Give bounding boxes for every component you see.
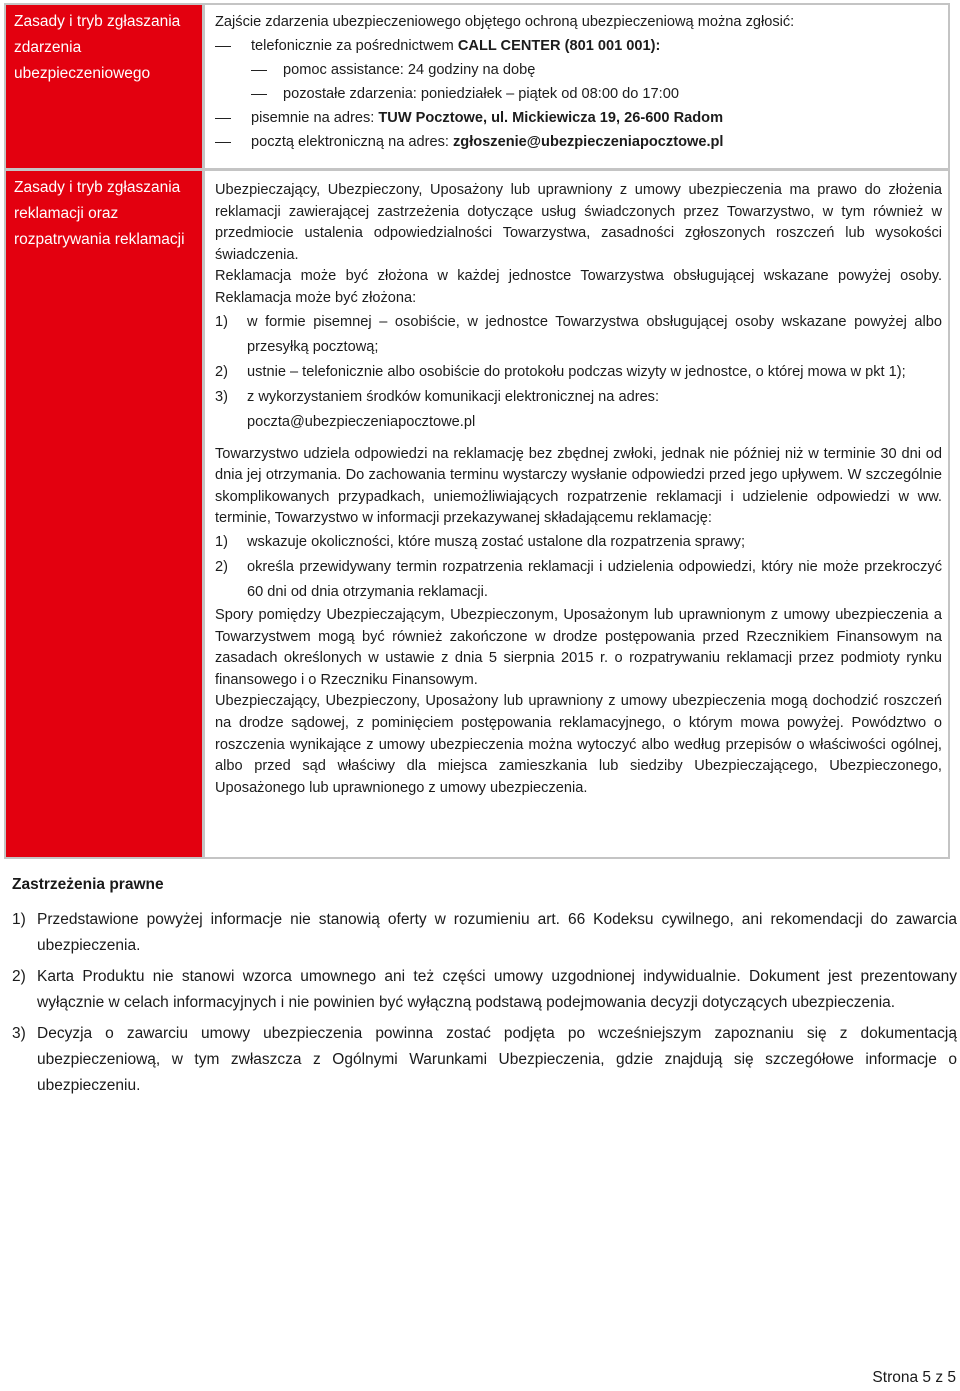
legal-item: 1) Przedstawione powyżej informacje nie stanowią oferty w rozumieniu art. 66 Kodeksu cywilnego, ani rekomendacji do zawarcia ubezpieczenia. bbox=[12, 911, 957, 954]
complaint-p4: Spory pomiędzy Ubezpieczającym, Ubezpieczonym, Uposażonym lub uprawnionym z umowy ubezpieczenia a Towarzystwem mogą być również zakończone w drodze postępowania przed Rzecznikiem Finansowym na zasadach określonych w ustawie z dnia 5 sierpnia 2015 r. o rozpatrywaniu reklamacji przez podmioty rynku finansowego i o Rzeczniku Finansowym. bbox=[215, 606, 942, 688]
list-item: 2) ustnie – telefonicznie albo osobiście do protokołu podczas wizyty w jednostce, o której mowa w pkt 1); bbox=[215, 363, 906, 380]
list-item: 2) określa przewidywany termin rozpatrzenia reklamacji i udzielenia odpowiedzi, który nie może przekroczyć 60 dni od dnia otrzymania reklamacji. bbox=[215, 558, 942, 600]
legal-list bbox=[12, 907, 957, 1104]
report-phone-assistance: pomoc assistance: 24 godziny na dobę bbox=[215, 58, 942, 82]
complaint-p3: Towarzystwo udziela odpowiedzi na reklamację bez zbędnej zwłoki, jednak nie później niż w terminie 30 dni od dnia jej otrzymania. Do zachowania terminu wystarczy wysłanie odpowiedzi przed jego upływem. W szczególnie skomplikowanych przypadkach, uniemożliwiających rozpatrzenie reklamacji i udzielenie odpowiedzi w ww. terminie, Towarzystwo w informacji przekazywanej składającemu reklamację: bbox=[215, 445, 942, 527]
report-phone-other: pozostałe zdarzenia: poniedziałek – piątek od 08:00 do 17:00 bbox=[215, 82, 942, 106]
legal-item: 3) Decyzja o zawarciu umowy ubezpieczenia powinna zostać podjęta po wcześniejszym zapoznaniu się z dokumentacją ubezpieczeniową, w tym zwłaszcza z Ogólnymi Warunkami Ubezpieczenia, gdzie znajdują się szczegółowe informacje o ubezpieczeniu. bbox=[12, 1025, 957, 1094]
report-intro: Zajście zdarzenia ubezpieczeniowego objętego ochroną ubezpieczeniową można zgłosić: bbox=[215, 14, 795, 30]
legal-title: Zastrzeżenia prawne bbox=[12, 876, 164, 893]
complaint-row bbox=[6, 171, 948, 857]
complaint-p5: Ubezpieczający, Ubezpieczony, Uposażony lub uprawniony z umowy ubezpieczenia mogą dochodzić roszczeń na drodze sądowej, z pominięciem postępowania reklamacyjnego, o którym mowa powyżej. Powództwo o roszczenia wynikające z umowy ubezpieczenia można wytoczyć albo według przepisów o właściwości ogólnej, albo przed sąd właściwy dla miejsca zamieszkania lub siedziby Ubezpieczającego, Ubezpieczonego, Uposażonego lub uprawnionego z umowy ubezpieczenia. bbox=[215, 693, 942, 796]
complaint-p1: Ubezpieczający, Ubezpieczony, Uposażony lub uprawniony z umowy ubezpieczenia ma prawo do złożenia reklamacji zawierającej zastrzeżenia dotyczące usług świadczonych przez Towarzystwo, w tym również w przedmiocie ustalenia odpowiedzialności Towarzystwa, zasadności zgłoszonych roszczeń lub wysokości świadczenia. bbox=[215, 182, 942, 263]
list-item: 1) w formie pisemnej – osobiście, w jednostce Towarzystwa obsługującej osoby wskazane powyżej albo przesyłką pocztową; bbox=[215, 313, 942, 355]
complaint-p2: Reklamacja może być złożona w każdej jednostce Towarzystwa obsługującej wskazane powyżej osoby. Reklamacja może być złożona: bbox=[215, 268, 942, 306]
info-table bbox=[4, 3, 950, 859]
report-row bbox=[6, 5, 948, 171]
complaint-content bbox=[215, 171, 942, 857]
call-center: CALL CENTER (801 001 001): bbox=[457, 38, 661, 54]
report-header: Zasady i tryb zgłaszania zdarzenia ubezpieczeniowego bbox=[6, 5, 205, 168]
report-phone-line: telefonicznie za pośrednictwem CALL CENTER (801 001 001): bbox=[215, 34, 942, 58]
report-content bbox=[215, 5, 942, 168]
report-email-line: pocztą elektroniczną na adres: zgłoszenie@ubezpieczeniapocztowe.pl bbox=[215, 130, 942, 154]
page-number: Strona 5 z 5 bbox=[872, 1369, 956, 1386]
report-mail-line: pisemnie na adres: TUW Pocztowe, ul. Mickiewicza 19, 26-600 Radom bbox=[215, 106, 942, 130]
complaint-header: Zasady i tryb zgłaszania reklamacji oraz rozpatrywania reklamacji bbox=[6, 171, 205, 857]
list-item: 3) z wykorzystaniem środków komunikacji elektronicznej na adres: poczta@ubezpieczeniapocztowe.pl bbox=[215, 388, 660, 430]
report-email[interactable]: zgłoszenie@ubezpieczeniapocztowe.pl bbox=[453, 134, 724, 150]
legal-item: 2) Karta Produktu nie stanowi wzorca umownego ani też części umowy uzgodnionej indywidualnie. Dokument jest prezentowany wyłącznie w celach informacyjnych i nie powinien być wyłączną podstawą podejmowania decyzji dotyczących ubezpieczenia. bbox=[12, 968, 957, 1011]
complaint-email[interactable]: poczta@ubezpieczeniapocztowe.pl bbox=[247, 413, 476, 430]
mail-address: TUW Pocztowe, ul. Mickiewicza 19, 26-600 Radom bbox=[378, 110, 724, 126]
list-item: 1) wskazuje okoliczności, które muszą zostać ustalone dla rozpatrzenia sprawy; bbox=[215, 533, 746, 550]
